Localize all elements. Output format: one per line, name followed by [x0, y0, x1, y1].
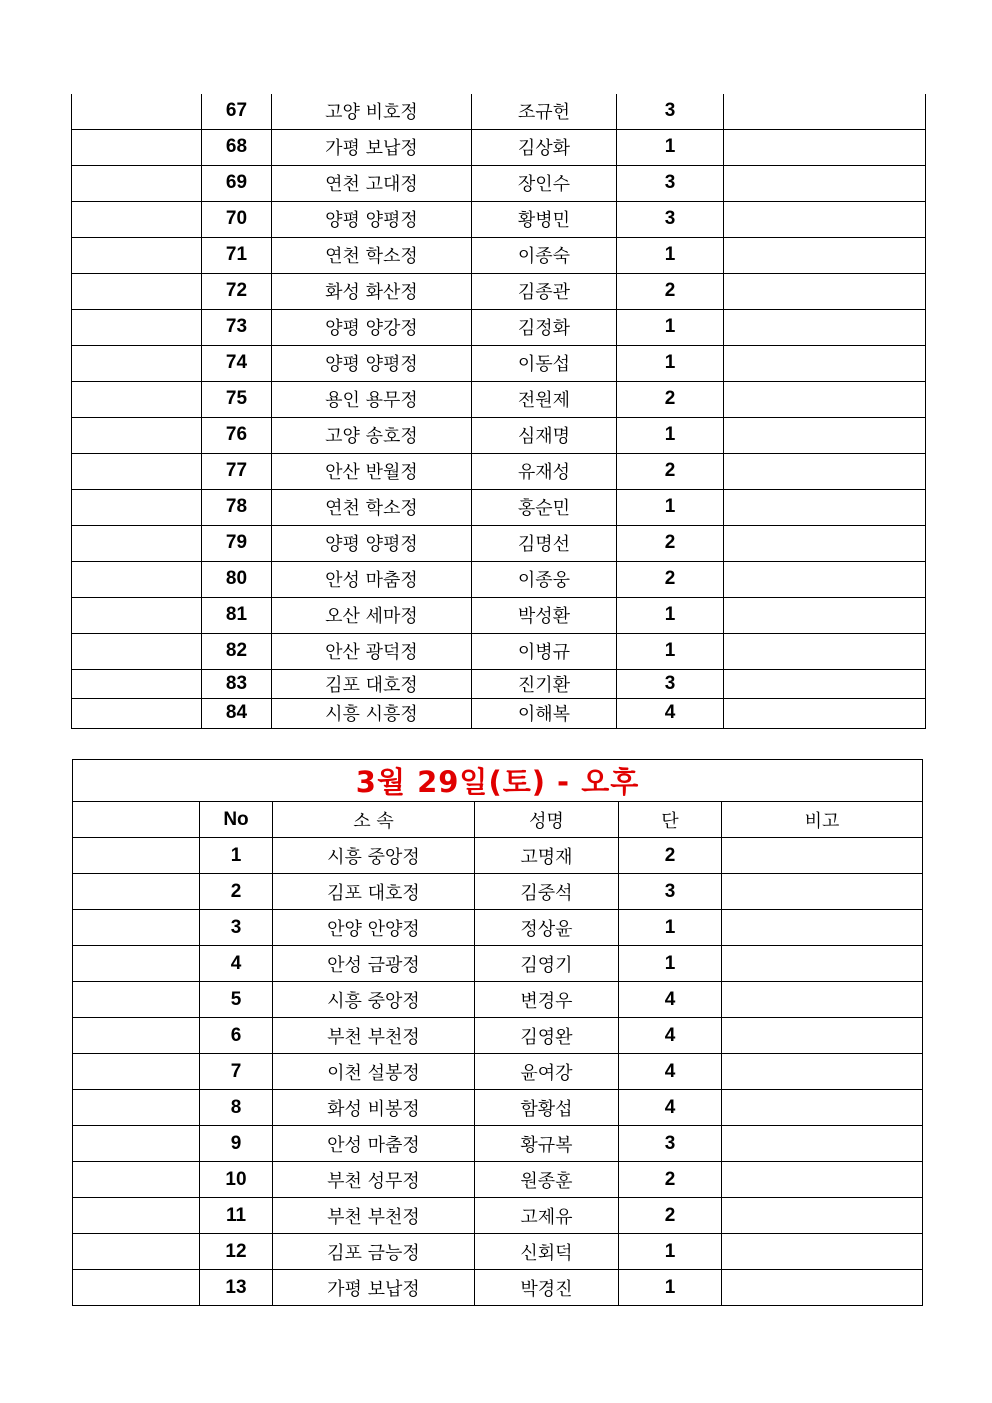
session-title: 3월 29일(토) - 오후	[73, 760, 923, 802]
table-row	[72, 489, 926, 525]
row-dan: 2	[619, 1162, 722, 1198]
table-row	[72, 698, 926, 728]
blank-cell	[72, 345, 202, 381]
row-no: 10	[200, 1162, 273, 1198]
row-note	[724, 129, 926, 165]
blank-cell	[73, 1270, 200, 1306]
row-dan: 4	[619, 1090, 722, 1126]
row-org: 양평 양평정	[272, 201, 472, 237]
blank-cell	[73, 1162, 200, 1198]
row-org: 양평 양평정	[272, 345, 472, 381]
blank-cell	[73, 1126, 200, 1162]
row-name: 김영기	[475, 946, 619, 982]
row-note	[724, 417, 926, 453]
blank-cell	[73, 802, 200, 838]
row-note	[724, 309, 926, 345]
blank-cell	[72, 94, 202, 129]
row-note	[722, 946, 923, 982]
row-no: 84	[202, 698, 272, 728]
row-note	[724, 381, 926, 417]
table-row	[73, 874, 923, 910]
row-org: 시흥 시흥정	[272, 698, 472, 728]
row-no: 4	[200, 946, 273, 982]
row-dan: 1	[619, 1234, 722, 1270]
row-note	[724, 525, 926, 561]
row-no: 73	[202, 309, 272, 345]
table-row	[72, 525, 926, 561]
row-org: 연천 학소정	[272, 489, 472, 525]
row-note	[724, 345, 926, 381]
row-org: 화성 비봉정	[273, 1090, 475, 1126]
row-org: 시흥 중앙정	[273, 838, 475, 874]
blank-cell	[73, 982, 200, 1018]
blank-cell	[72, 525, 202, 561]
row-name: 변경우	[475, 982, 619, 1018]
blank-cell	[72, 597, 202, 633]
row-dan: 2	[617, 273, 724, 309]
row-note	[724, 237, 926, 273]
table-row	[73, 1090, 923, 1126]
row-dan: 2	[619, 1198, 722, 1234]
row-name: 원종훈	[475, 1162, 619, 1198]
row-no: 72	[202, 273, 272, 309]
blank-cell	[72, 201, 202, 237]
row-name: 김중석	[475, 874, 619, 910]
table-row	[72, 669, 926, 698]
blank-cell	[73, 910, 200, 946]
row-name: 장인수	[472, 165, 617, 201]
row-name: 박성환	[472, 597, 617, 633]
blank-cell	[73, 838, 200, 874]
row-no: 83	[202, 669, 272, 698]
row-name: 신회덕	[475, 1234, 619, 1270]
table-row	[73, 946, 923, 982]
table-row	[72, 381, 926, 417]
row-org: 오산 세마정	[272, 597, 472, 633]
row-no: 82	[202, 633, 272, 669]
row-no: 71	[202, 237, 272, 273]
table-row	[73, 1198, 923, 1234]
row-dan: 1	[617, 129, 724, 165]
row-org: 고양 비호정	[272, 94, 472, 129]
row-dan: 1	[617, 633, 724, 669]
row-note	[722, 982, 923, 1018]
row-no: 76	[202, 417, 272, 453]
blank-cell	[72, 273, 202, 309]
header-name: 성명	[475, 802, 619, 838]
row-no: 80	[202, 561, 272, 597]
row-note	[722, 1198, 923, 1234]
row-org: 안성 마춤정	[272, 561, 472, 597]
row-note	[722, 1018, 923, 1054]
row-no: 74	[202, 345, 272, 381]
blank-cell	[73, 1234, 200, 1270]
row-dan: 2	[617, 525, 724, 561]
table-row	[72, 417, 926, 453]
row-dan: 1	[619, 1270, 722, 1306]
row-org: 안산 반월정	[272, 453, 472, 489]
blank-cell	[72, 309, 202, 345]
row-dan: 1	[617, 417, 724, 453]
header-dan: 단	[619, 802, 722, 838]
blank-cell	[72, 669, 202, 698]
row-dan: 4	[617, 698, 724, 728]
row-dan: 3	[617, 201, 724, 237]
table-row	[73, 910, 923, 946]
roster-table-continued	[71, 94, 926, 729]
blank-cell	[72, 381, 202, 417]
table-row	[72, 345, 926, 381]
row-org: 양평 양평정	[272, 525, 472, 561]
table-row	[73, 1234, 923, 1270]
table-row	[73, 1270, 923, 1306]
row-no: 12	[200, 1234, 273, 1270]
row-name: 진기환	[472, 669, 617, 698]
row-name: 전원제	[472, 381, 617, 417]
table-row	[72, 273, 926, 309]
row-org: 안양 안양정	[273, 910, 475, 946]
header-note: 비고	[722, 802, 923, 838]
row-dan: 4	[619, 1018, 722, 1054]
header-org: 소 속	[273, 802, 475, 838]
table-row	[73, 838, 923, 874]
row-note	[722, 1234, 923, 1270]
table-row	[73, 1126, 923, 1162]
row-name: 김종관	[472, 273, 617, 309]
row-dan: 1	[617, 597, 724, 633]
row-dan: 2	[617, 381, 724, 417]
row-note	[722, 838, 923, 874]
blank-cell	[72, 489, 202, 525]
row-name: 이해복	[472, 698, 617, 728]
row-note	[722, 1054, 923, 1090]
row-no: 5	[200, 982, 273, 1018]
row-no: 77	[202, 453, 272, 489]
roster-table-afternoon	[72, 759, 923, 1306]
row-note	[724, 698, 926, 728]
row-dan: 4	[619, 982, 722, 1018]
row-note	[724, 489, 926, 525]
row-note	[724, 165, 926, 201]
row-name: 유재성	[472, 453, 617, 489]
row-note	[722, 1126, 923, 1162]
row-name: 황규복	[475, 1126, 619, 1162]
row-no: 8	[200, 1090, 273, 1126]
row-note	[724, 201, 926, 237]
row-name: 박경진	[475, 1270, 619, 1306]
table-row	[72, 201, 926, 237]
row-name: 이병규	[472, 633, 617, 669]
row-org: 부천 부천정	[273, 1198, 475, 1234]
header-no: No	[200, 802, 273, 838]
row-name: 윤여강	[475, 1054, 619, 1090]
row-name: 정상윤	[475, 910, 619, 946]
row-org: 화성 화산정	[272, 273, 472, 309]
blank-cell	[72, 129, 202, 165]
blank-cell	[73, 1090, 200, 1126]
row-no: 11	[200, 1198, 273, 1234]
row-no: 67	[202, 94, 272, 129]
row-name: 고제유	[475, 1198, 619, 1234]
row-org: 용인 용무정	[272, 381, 472, 417]
row-dan: 3	[617, 165, 724, 201]
row-dan: 1	[617, 489, 724, 525]
row-note	[722, 910, 923, 946]
row-org: 김포 대호정	[272, 669, 472, 698]
blank-cell	[72, 698, 202, 728]
row-org: 연천 학소정	[272, 237, 472, 273]
row-no: 2	[200, 874, 273, 910]
row-org: 양평 양강정	[272, 309, 472, 345]
row-name: 김영완	[475, 1018, 619, 1054]
table-row	[72, 94, 926, 129]
table-row	[72, 237, 926, 273]
row-note	[722, 1270, 923, 1306]
blank-cell	[72, 453, 202, 489]
row-no: 81	[202, 597, 272, 633]
row-name: 고명재	[475, 838, 619, 874]
row-org: 김포 금능정	[273, 1234, 475, 1270]
row-note	[722, 1162, 923, 1198]
row-note	[724, 633, 926, 669]
header-row	[73, 802, 923, 838]
row-dan: 3	[617, 94, 724, 129]
row-note	[724, 561, 926, 597]
row-no: 3	[200, 910, 273, 946]
row-org: 김포 대호정	[273, 874, 475, 910]
row-note	[724, 669, 926, 698]
table-row	[72, 597, 926, 633]
row-name: 함황섭	[475, 1090, 619, 1126]
row-name: 홍순민	[472, 489, 617, 525]
row-no: 6	[200, 1018, 273, 1054]
blank-cell	[72, 417, 202, 453]
row-name: 김정화	[472, 309, 617, 345]
blank-cell	[73, 1198, 200, 1234]
blank-cell	[73, 1018, 200, 1054]
row-name: 심재명	[472, 417, 617, 453]
table-row	[72, 561, 926, 597]
row-org: 안산 광덕정	[272, 633, 472, 669]
session-title-row	[73, 760, 923, 802]
row-note	[724, 94, 926, 129]
row-no: 79	[202, 525, 272, 561]
row-name: 김명선	[472, 525, 617, 561]
table-row	[73, 1162, 923, 1198]
row-org: 이천 설봉정	[273, 1054, 475, 1090]
row-name: 이동섭	[472, 345, 617, 381]
blank-cell	[72, 561, 202, 597]
row-dan: 1	[617, 309, 724, 345]
row-note	[724, 597, 926, 633]
row-no: 78	[202, 489, 272, 525]
table-row	[72, 309, 926, 345]
row-dan: 2	[617, 453, 724, 489]
row-org: 안성 마춤정	[273, 1126, 475, 1162]
row-dan: 3	[619, 1126, 722, 1162]
row-org: 가평 보납정	[273, 1270, 475, 1306]
blank-cell	[73, 874, 200, 910]
table-row	[72, 453, 926, 489]
blank-cell	[72, 165, 202, 201]
row-no: 68	[202, 129, 272, 165]
table-row	[72, 129, 926, 165]
row-note	[724, 453, 926, 489]
row-no: 75	[202, 381, 272, 417]
row-org: 부천 부천정	[273, 1018, 475, 1054]
row-no: 13	[200, 1270, 273, 1306]
row-no: 9	[200, 1126, 273, 1162]
row-dan: 1	[617, 345, 724, 381]
blank-cell	[72, 237, 202, 273]
row-dan: 2	[617, 561, 724, 597]
row-org: 가평 보납정	[272, 129, 472, 165]
row-no: 7	[200, 1054, 273, 1090]
row-dan: 4	[619, 1054, 722, 1090]
row-org: 고양 송호정	[272, 417, 472, 453]
row-org: 연천 고대정	[272, 165, 472, 201]
row-name: 조규헌	[472, 94, 617, 129]
row-name: 김상화	[472, 129, 617, 165]
row-no: 1	[200, 838, 273, 874]
row-dan: 1	[617, 237, 724, 273]
table-row	[73, 982, 923, 1018]
row-note	[724, 273, 926, 309]
row-no: 70	[202, 201, 272, 237]
row-org: 시흥 중앙정	[273, 982, 475, 1018]
row-dan: 2	[619, 838, 722, 874]
table-row	[72, 165, 926, 201]
blank-cell	[73, 1054, 200, 1090]
row-no: 69	[202, 165, 272, 201]
table-row	[72, 633, 926, 669]
row-dan: 3	[617, 669, 724, 698]
row-org: 부천 성무정	[273, 1162, 475, 1198]
row-name: 이종숙	[472, 237, 617, 273]
row-note	[722, 1090, 923, 1126]
row-name: 이종웅	[472, 561, 617, 597]
row-name: 황병민	[472, 201, 617, 237]
blank-cell	[73, 946, 200, 982]
row-org: 안성 금광정	[273, 946, 475, 982]
table-row	[73, 1054, 923, 1090]
row-dan: 1	[619, 910, 722, 946]
row-dan: 1	[619, 946, 722, 982]
blank-cell	[72, 633, 202, 669]
row-dan: 3	[619, 874, 722, 910]
table-row	[73, 1018, 923, 1054]
row-note	[722, 874, 923, 910]
